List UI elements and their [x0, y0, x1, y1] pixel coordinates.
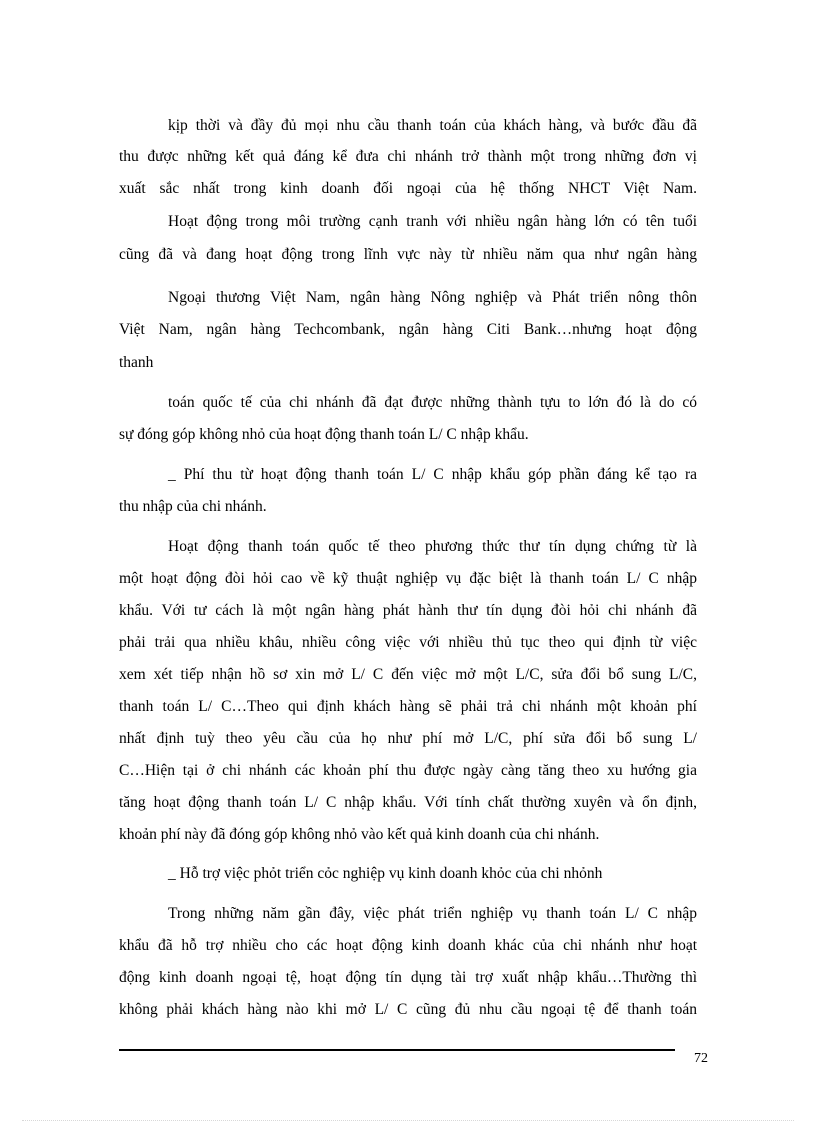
text-line: cũng đã và đang hoạt động trong lĩnh vực này từ nhiều năm qua như ngân hàng	[119, 246, 697, 263]
text-line: Hoạt động thanh toán quốc tế theo phương thức thư tín dụng chứng từ là	[168, 538, 697, 555]
text-line: xem xét tiếp nhận hồ sơ xin mở L/ C đến việc mở một L/C, sửa đổi bổ sung L/C,	[119, 666, 697, 683]
page-edge-divider	[22, 1120, 794, 1121]
text-line: Việt Nam, ngân hàng Techcombank, ngân hàng Citi Bank…nhưng hoạt động	[119, 321, 697, 338]
text-line: sự đóng góp không nhỏ của hoạt động thanh toán L/ C nhập khẩu.	[119, 426, 529, 443]
text-line: động kinh doanh ngoại tệ, hoạt động tín dụng tài trợ xuất nhập khẩu…Thường thì	[119, 969, 697, 986]
text-line: thanh toán L/ C…Theo qui định khách hàng sẽ phải trả chi nhánh một khoản phí	[119, 698, 697, 715]
text-line: kịp thời và đầy đủ mọi nhu cầu thanh toán của khách hàng, và bước đầu đã	[168, 117, 697, 134]
text-line: xuất sắc nhất trong kinh doanh đối ngoại của hệ thống NHCT Việt Nam.	[119, 180, 697, 197]
text-line: không phải khách hàng nào khi mở L/ C cũng đủ nhu cầu ngoại tệ để thanh toán	[119, 1001, 697, 1018]
text-line: phải trải qua nhiều khâu, nhiều công việc với nhiều thủ tục theo qui định từ việc	[119, 634, 697, 651]
text-line: tăng hoạt động thanh toán L/ C nhập khẩu. Với tính chất thường xuyên và ổn định,	[119, 794, 697, 811]
footer-rule	[119, 1049, 675, 1051]
text-line: toán quốc tế của chi nhánh đã đạt được những thành tựu to lớn đó là do có	[168, 394, 697, 411]
text-line: Trong những năm gần đây, việc phát triển nghiệp vụ thanh toán L/ C nhập	[168, 905, 697, 922]
text-line: thu được những kết quả đáng kể đưa chi nhánh trở thành một trong những đơn vị	[119, 148, 697, 165]
text-line: Hoạt động trong môi trường cạnh tranh với nhiều ngân hàng lớn có tên tuổi	[168, 213, 697, 230]
text-line: thu nhập của chi nhánh.	[119, 498, 267, 515]
text-line: khẩu. Với tư cách là một ngân hàng phát hành thư tín dụng đòi hỏi chi nhánh đã	[119, 602, 697, 619]
text-line: một hoạt động đòi hỏi cao về kỹ thuật nghiệp vụ đặc biệt là thanh toán L/ C nhập	[119, 570, 697, 587]
text-line: Ngoại thương Việt Nam, ngân hàng Nông nghiệp và Phát triển nông thôn	[168, 289, 697, 306]
text-line: khoản phí này đã đóng góp không nhỏ vào kết quả kinh doanh của chi nhánh.	[119, 826, 600, 843]
text-line: _ Phí thu từ hoạt động thanh toán L/ C nhập khẩu góp phần đáng kể tạo ra	[168, 466, 697, 483]
text-line: thanh	[119, 354, 154, 371]
text-line: C…Hiện tại ở chi nhánh các khoản phí thu được ngày càng tăng theo xu hướng gia	[119, 762, 697, 779]
text-line: nhất định tuỳ theo yêu cầu của họ như phí mở L/C, phí sửa đổi bổ sung L/	[119, 730, 697, 747]
text-line: _ Hỗ trợ việc phỏt triển cỏc nghiệp vụ kinh doanh khỏc của chi nhỏnh	[168, 865, 603, 882]
page-number: 72	[694, 1051, 708, 1066]
text-line: khẩu đã hỗ trợ nhiều cho các hoạt động kinh doanh khác của chi nhánh như hoạt	[119, 937, 697, 954]
